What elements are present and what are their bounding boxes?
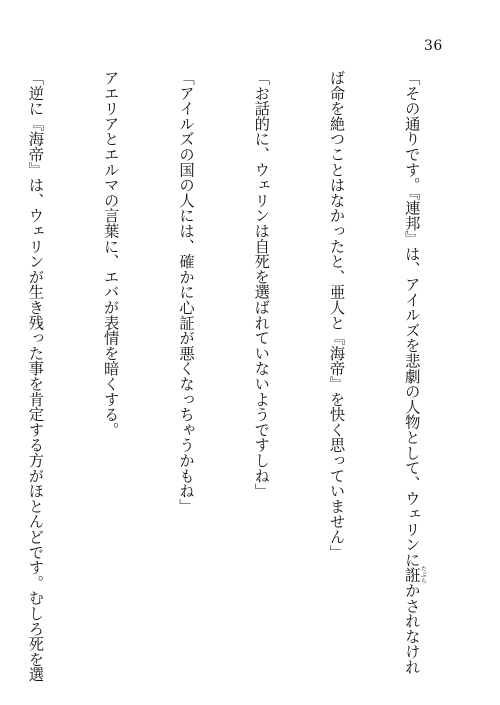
ruby-tabura: 誑たぶら [402,565,427,584]
text-line-3: 「お話的に、ウェリンは自死を選ばれていないようですしね」 [252,70,271,499]
page-number: 36 [424,38,443,54]
text-line-2: ば命を絶つことはなかったと、亜人と『海帝』を快く思っていません」 [327,70,346,560]
text-line-5: アエリアとエルマの言葉に、エバが表情を暗くする。 [101,70,120,438]
text-line-6: 「逆に『海帝』は、ウェリンが生き残った事を肯定する方がほとんどです。むしろ死を選 [26,70,45,682]
text-line-4: 「アイルズの国の人には、確かに心証が悪くなっちゃうかもね」 [176,70,195,514]
ruby-tabura-reading: たぶら [419,565,427,584]
vertical-text-body [24,70,476,682]
text-line-1 [399,70,426,682]
line-1-text: 「その通りです。『連邦』は、アイルズを悲劇の人物として、ウェリンに誑たぶらかされなけれ [402,70,427,675]
